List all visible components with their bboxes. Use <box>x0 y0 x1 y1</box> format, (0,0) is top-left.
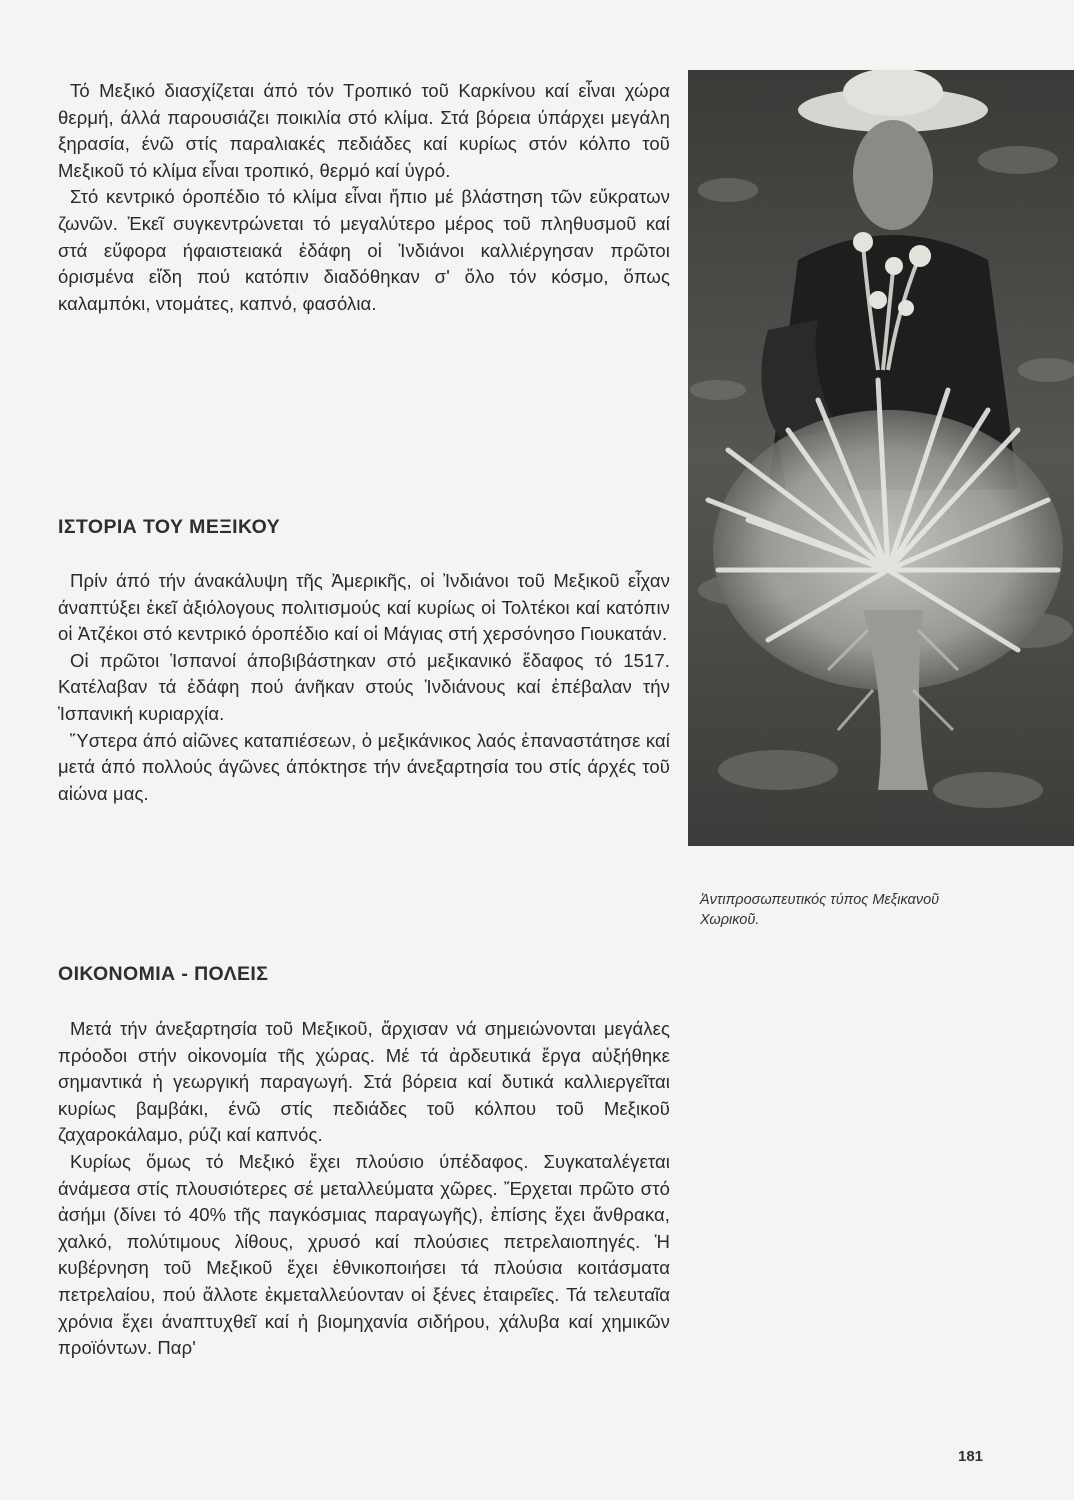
history-paragraph-1: Πρίν άπό τήν άνακάλυψη τῆς Ἀμερικῆς, οἱ Ἰνδιάνοι τοῦ Μεξικοῦ εἶχαν άναπτύξει ἐκεῖ ἀξιόλογους πολιτισμούς καί κυρίως οἱ Τολτέκοι καί κατόπιν οἱ Ἀτζέκοι στό κεντρικό όροπέδιο καί οἱ Μάγιας στή χερσόνησο Γιουκατάν. <box>58 570 670 645</box>
photo-illustration <box>688 70 1074 846</box>
economy-heading: ΟΙΚΟΝΟΜΙΑ - ΠΟΛΕΙΣ <box>58 963 269 985</box>
history-heading: ΙΣΤΟΡΙΑ ΤΟΥ ΜΕΞΙΚΟΥ <box>58 516 281 538</box>
section-history <box>58 568 670 807</box>
history-paragraph-2: Οἱ πρῶτοι Ἱσπανοί άποβιβάστηκαν στό μεξικανικό ἔδαφος τό 1517. Κατέλαβαν τά ἐδάφη πού άνῆκαν στούς Ἰνδιάνους καί ἐπέβαλαν τήν Ἱσπανική κυριαρχία. <box>58 649 670 724</box>
economy-paragraph-2: Κυρίως ὅμως τό Μεξικό ἔχει πλούσιο ύπέδαφος. Συγκαταλέγεται άνάμεσα στίς πλουσιότερες σέ μεταλλεύματα χῶρες. Ἔρχεται πρῶτο στό ἀσήμι (δίνει τό 40% τῆς παγκόσμιας παραγωγῆς), ἐπίσης ἔχει ἄνθρακα, χαλκό, πολύτιμους λίθους, χρυσό καί πλούσιες πετρελαιοπηγές. Ἡ κυβέρνηση τοῦ Μεξικοῦ ἔχει ἐθνικοποιήσει τά πλούσια κοιτάσματα πετρελαίου, πού ἄλλοτε ἐκμεταλλεύονταν οἱ ξένες ἐταιρεῖες. Τά τελευταῖα χρόνια ἔχει άναπτυχθεῖ καί ἡ βιομηχανία σιδήρου, χάλυβα καί χημικῶν προϊόντων. Παρ' <box>58 1150 670 1359</box>
history-paragraph-3: Ὕστερα άπό αἰῶνες καταπιέσεων, ὁ μεξικάνικος λαός ἐπαναστάτησε καί μετά άπό πολλούς άγῶνες άπόκτησε τήν άνεξαρτησία του στίς άρχές τοῦ αἰώνα μας. <box>58 729 670 804</box>
intro-paragraph-2: Στό κεντρικό όροπέδιο τό κλίμα εἶναι ἤπιο μέ βλάστηση τῶν εὔκρατων ζωνῶν. Ἐκεῖ συγκεντρώνεται τό μεγαλύτερο μέρος τοῦ πληθυσμοῦ καί στά εὔφορα ήφαιστειακά ἐδάφη οἱ Ἰνδιάνοι καλλιέργησαν πρῶτοι όρισμένα εἴδη πού κατόπιν διαδόθηκαν σ' ὅλο τόν κόσμο, ὅπως καλαμπόκι, ντομάτες, καπνό, φασόλια. <box>58 186 670 314</box>
photo-mexican-farmer <box>688 70 1074 846</box>
section-economy <box>58 1016 670 1362</box>
economy-paragraph-1: Μετά τήν άνεξαρτησία τοῦ Μεξικοῦ, ἄρχισαν νά σημειώνονται μεγάλες πρόοδοι στήν οἰκονομία τῆς χώρας. Μέ τά ἀρδευτικά ἔργα αὐξήθηκε σημαντικά ἡ γεωργική παραγωγή. Στά βόρεια καί δυτικά καλλιεργεῖται κυρίως βαμβάκι, ένῶ στίς πεδιάδες τοῦ κόλπου τοῦ Μεξικοῦ ζαχαροκάλαμο, ρύζι καί καπνός. <box>58 1018 670 1146</box>
intro-paragraph-1: Τό Μεξικό διασχίζεται άπό τόν Τροπικό τοῦ Καρκίνου καί εἶναι χώρα θερμή, άλλά παρουσιάζει ποικιλία στό κλίμα. Στά βόρεια ύπάρχει μεγάλη ξηρασία, ένῶ στίς παραλιακές πεδιάδες καί κυρίως στόν κόλπο τοῦ Μεξικοῦ τό κλίμα εἶναι τροπικό, θερμό καί ὑγρό. <box>58 80 670 181</box>
photo-caption: Ἀντιπροσωπευτικός τύπος Μεξικανοῦ Χωρικοῦ. <box>700 892 940 928</box>
section-intro <box>58 78 670 317</box>
page-number: 181 <box>958 1448 984 1465</box>
